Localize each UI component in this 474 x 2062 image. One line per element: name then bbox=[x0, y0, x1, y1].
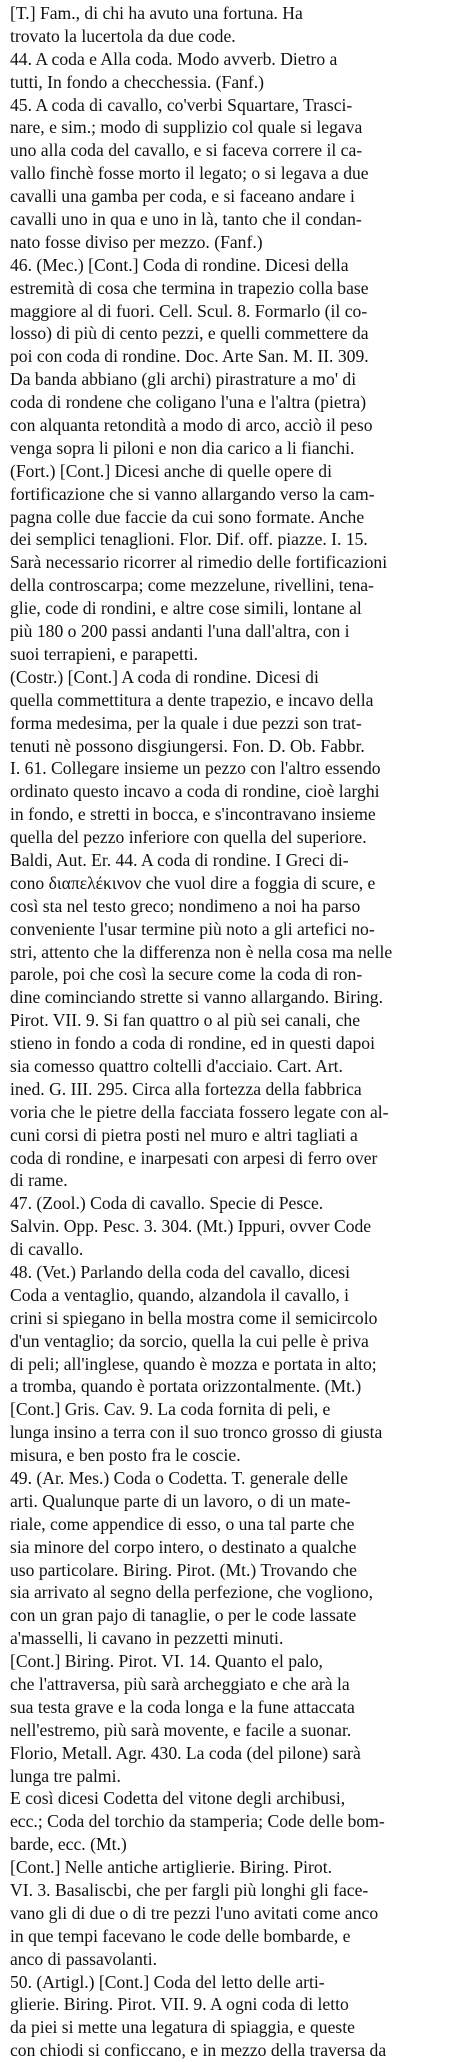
text-line: più 180 o 200 passi andanti l'una dall'altra, con i bbox=[10, 621, 350, 642]
text-line: 49. (Ar. Mes.) Coda o Codetta. T. generale delle bbox=[10, 1468, 348, 1488]
text-line: di rame. bbox=[10, 1170, 68, 1191]
text-line: sia arrivato al segno della perfezione, che vogliono, bbox=[10, 1582, 373, 1603]
text-line: 45. A coda di cavallo, co'verbi Squartare, Trasci- bbox=[10, 94, 353, 115]
text-line: tenuti nè possono disgiungersi. Fon. D. Ob. Fabbr. bbox=[10, 735, 365, 756]
text-line: pagna colle due faccie da cui sono formate. Anche bbox=[10, 506, 365, 527]
text-line: cono διαπελέκινον che vuol dire a foggia di scure, e bbox=[10, 872, 376, 893]
text-line: I. 61. Collegare insieme un pezzo con l'altro essendo bbox=[10, 758, 381, 779]
text-line: così sta nel testo greco; nondimeno a noi ha parso bbox=[10, 895, 361, 916]
text-line: vallo finchè fosse morto il legato; o si legava a due bbox=[10, 163, 369, 184]
text-line: parole, poi che così la secure come la coda di ron- bbox=[10, 964, 363, 985]
text-line: cuni corsi di pietra posti nel muro e altri tagliati a bbox=[10, 1124, 358, 1145]
text-line: stieno in fondo a coda di rondine, ed in questi dapoi bbox=[10, 1033, 375, 1054]
text-line: Pirot. VII. 9. Si fan quattro o al più sei canali, che bbox=[10, 1010, 361, 1031]
text-line: (Fort.) [Cont.] Dicesi anche di quelle opere di bbox=[10, 460, 332, 481]
text-line: in que tempi facevano le code delle bombarde, e bbox=[10, 1925, 351, 1946]
text-line: 46. (Mec.) [Cont.] Coda di rondine. Dicesi della bbox=[10, 254, 349, 275]
text-line: che l'attraversa, più sarà archeggiato e che arà la bbox=[10, 1674, 350, 1695]
text-line: lunga tre palmi. bbox=[10, 1765, 121, 1786]
text-line: nare, e sim.; modo di supplizio col quale si legava bbox=[10, 117, 363, 138]
text-line: con chiodi si conficcano, e in mezzo della traversa da bbox=[10, 2040, 387, 2061]
text-line: misura, e ben posto fra le coscie. bbox=[10, 1445, 241, 1466]
text-line: Salvin. Opp. Pesc. 3. 304. (Mt.) Ippuri, ovver Code bbox=[10, 1216, 372, 1237]
text-line: voria che le pietre della facciata fossero legate con al- bbox=[10, 1101, 389, 1122]
text-line: da piei si mette una legatura di spiaggia, e queste bbox=[10, 2017, 355, 2038]
text-line: Baldi, Aut. Er. 44. A coda di rondine. I Greci di- bbox=[10, 849, 349, 870]
text-line: forma medesima, per la quale i due pezzi son trat- bbox=[10, 712, 362, 733]
text-line: stri, attento che la differenza non è nella cosa ma nelle bbox=[10, 941, 393, 962]
text-line: sua testa grave e la coda longa e la fune attaccata bbox=[10, 1696, 355, 1717]
text-line: con un gran pajo di tanaglie, o per le code lassate bbox=[10, 1605, 357, 1626]
text-line: di cavallo. bbox=[10, 1239, 84, 1260]
text-line: uno alla coda del cavallo, e si faceva correre il ca- bbox=[10, 140, 363, 161]
text-line: ined. G. III. 295. Circa alla fortezza della fabbrica bbox=[10, 1078, 362, 1099]
text-line: coda di rondine, e inarpesati con arpesi di ferro over bbox=[10, 1147, 378, 1168]
text-line: a tromba, quando è portata orizzontalmente. (Mt.) bbox=[10, 1376, 362, 1397]
text-line: glie, code di rondini, e altre cose simili, lontane al bbox=[10, 598, 362, 619]
text-line: nell'estremo, più sarà movente, e facile a suonar. bbox=[10, 1719, 352, 1740]
text-line: (Costr.) [Cont.] A coda di rondine. Dicesi di bbox=[10, 666, 319, 687]
text-line: conveniente l'usar termine più noto a gli artefici no- bbox=[10, 918, 375, 939]
text-line: vano gli di due o di tre pezzi l'uno avitati come anco bbox=[10, 1902, 379, 1923]
text-line: losso) di più di cento pezzi, e quelli commettere da bbox=[10, 323, 369, 344]
text-line: uso particolare. Biring. Pirot. (Mt.) Trovando che bbox=[10, 1559, 357, 1580]
text-line: tutti, In fondo a checchessia. (Fanf.) bbox=[10, 71, 265, 92]
text-line: d'un ventaglio; da sorcio, quella la cui pelle è priva bbox=[10, 1330, 369, 1351]
text-line: sia minore del corpo intero, o destinato a qualche bbox=[10, 1536, 357, 1557]
text-line: lunga insino a terra con il suo tronco grosso di giusta bbox=[10, 1422, 383, 1443]
text-line: nato fosse diviso per mezzo. (Fanf.) bbox=[10, 231, 263, 252]
text-line: 44. A coda e Alla coda. Modo avverb. Dietro a bbox=[10, 48, 338, 69]
text-line: venga sopra li piloni e non dia carico a li fianchi. bbox=[10, 437, 355, 458]
text-line: dine cominciando strette si vanno allargando. Biring. bbox=[10, 987, 383, 1008]
text-line: VI. 3. Basaliscbi, che per fargli più longhi gli face- bbox=[10, 1880, 369, 1901]
text-line: [Cont.] Biring. Pirot. VI. 14. Quanto el palo, bbox=[10, 1651, 323, 1672]
text-line: di peli; all'inglese, quando è mozza e portata in alto; bbox=[10, 1353, 377, 1374]
text-line: anco di passavolanti. bbox=[10, 1948, 158, 1969]
text-line: 47. (Zool.) Coda di cavallo. Specie di Pesce. bbox=[10, 1193, 324, 1214]
text-line: in fondo, e stretti in bocca, e s'incontravano insieme bbox=[10, 804, 376, 825]
text-line: quella del pezzo inferiore con quella del superiore. bbox=[10, 827, 367, 848]
text-line: barde, ecc. (Mt.) bbox=[10, 1834, 127, 1855]
text-line: coda di rondene che coligano l'una e l'altra (pietra) bbox=[10, 392, 367, 413]
text-line: glierie. Biring. Pirot. VII. 9. A ogni coda di letto bbox=[10, 1994, 349, 2015]
text-line: cavalli uno in qua e uno in là, tanto che il condan- bbox=[10, 209, 362, 230]
text-line: sia comesso quattro coltelli d'acciaio. Cart. Art. bbox=[10, 1055, 343, 1076]
text-line: riale, come appendice di esso, o una tal parte che bbox=[10, 1513, 355, 1534]
text-line: maggiore al di fuori. Cell. Scul. 8. Formarlo (il co- bbox=[10, 300, 368, 321]
text-line: [T.] Fam., di chi ha avuto una fortuna. Ha bbox=[10, 3, 303, 23]
text-line: crini si spiegano in bella mostra come il semicircolo bbox=[10, 1307, 378, 1328]
text-line: E così dicesi Codetta del vitone degli archibusi, bbox=[10, 1788, 346, 1809]
text-line: poi con coda di rondine. Doc. Arte San. M. II. 309. bbox=[10, 346, 369, 367]
text-line: Da banda abbiano (gli archi) pirastrature a mo' di bbox=[10, 369, 357, 390]
text-line: arti. Qualunque parte di un lavoro, o di un mate- bbox=[10, 1490, 351, 1511]
text-line: Coda a ventaglio, quando, alzandola il cavallo, i bbox=[10, 1284, 350, 1305]
text-line: della controscarpa; come mezzelune, rivellini, tena- bbox=[10, 575, 374, 596]
text-line: [Cont.] Gris. Cav. 9. La coda fornita di peli, e bbox=[10, 1399, 331, 1420]
text-line: cavalli una gamba per coda, e si faceano andare i bbox=[10, 186, 355, 207]
text-line: con alquanta retondità a modo di arco, acciò il peso bbox=[10, 415, 373, 436]
text-line: Florio, Metall. Agr. 430. La coda (del pilone) sarà bbox=[10, 1742, 361, 1763]
text-line: Sarà necessario ricorrer al rimedio delle fortificazioni bbox=[10, 552, 388, 573]
text-line: estremità di cosa che termina in trapezio colla base bbox=[10, 277, 369, 298]
text-line: 50. (Artigl.) [Cont.] Coda del letto delle arti- bbox=[10, 1971, 325, 1992]
text-line: ordinato questo incavo a coda di rondine, cioè larghi bbox=[10, 781, 380, 802]
text-line: ecc.; Coda del torchio da stamperia; Code delle bom- bbox=[10, 1811, 385, 1832]
text-line: fortificazione che si vanno allargando verso la cam- bbox=[10, 483, 375, 504]
text-line: quella commettitura a dente trapezio, e incavo della bbox=[10, 689, 374, 710]
text-line: trovato la lucertola da due code. bbox=[10, 25, 236, 46]
text-line: a'masselli, li cavano in pezzetti minuti. bbox=[10, 1628, 284, 1649]
text-line: 48. (Vet.) Parlando della coda del cavallo, dicesi bbox=[10, 1261, 351, 1282]
text-line: dei semplici tenaglioni. Flor. Dif. off. piazze. I. 15. bbox=[10, 529, 368, 550]
text-line: suoi terrapieni, e parapetti. bbox=[10, 643, 199, 664]
text-line: [Cont.] Nelle antiche artiglierie. Biring. Pirot. bbox=[10, 1857, 332, 1878]
